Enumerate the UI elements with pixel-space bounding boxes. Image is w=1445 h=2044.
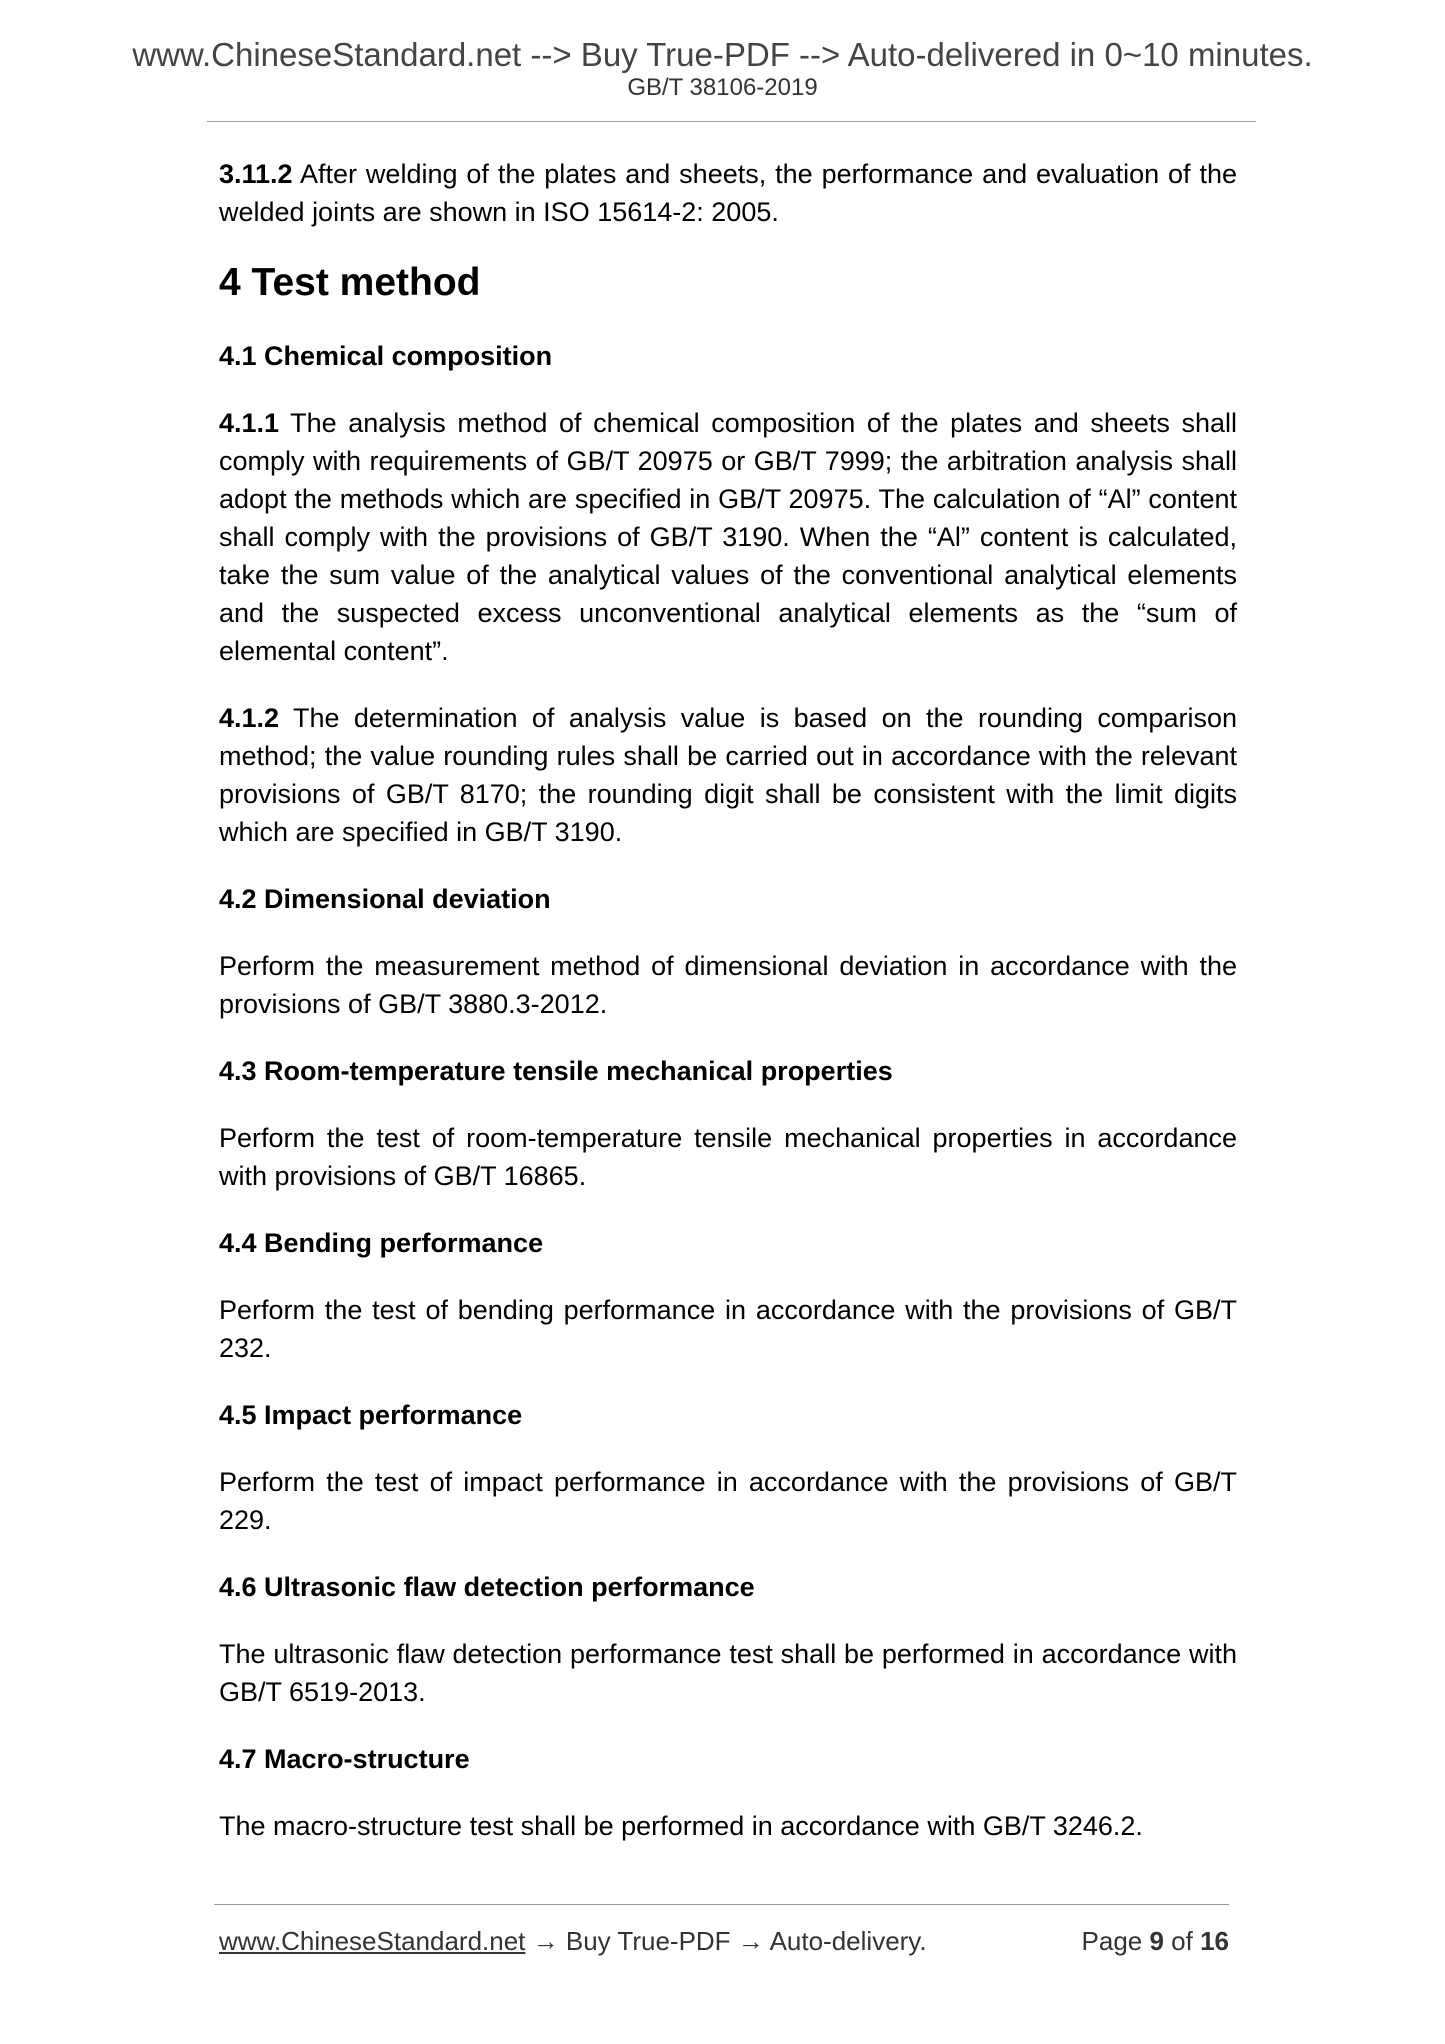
paragraph-4-7: The macro-structure test shall be performed in accordance with GB/T 3246.2.: [219, 1811, 1143, 1841]
clause-number: 4.1.2: [219, 703, 280, 733]
clause-text: The determination of analysis value is based on the rounding comparison method; the value rounding rules shall be carried out in accordance with the relevant provisions of GB/T 8170; the rounding digit shall be consistent with the limit digits which are specified in GB/T 3190.: [219, 703, 1237, 847]
paragraph-4-6: The ultrasonic flaw detection performance test shall be performed in accordance with GB/T 6519-2013.: [219, 1639, 1237, 1707]
clause-3-11-2: [219, 155, 1237, 231]
clause-text: The analysis method of chemical composition of the plates and sheets shall comply with requirements of GB/T 20975 or GB/T 7999; the arbitration analysis shall adopt the methods which are specified in GB/T 20975. The calculation of “Al” content shall comply with the provisions of GB/T 3190. When the “Al” content is calculated, take the sum value of the analytical values of the conventional analytical elements and the suspected excess unconventional analytical elements as the “sum of elemental content”.: [219, 408, 1237, 666]
page-total: 16: [1200, 1926, 1229, 1956]
page-number: [1082, 1925, 1229, 1957]
footer-delivery-text: → Buy True-PDF → Auto-delivery.: [525, 1926, 927, 1956]
clause-4-1-1: [219, 404, 1237, 670]
clause-4-1-2: [219, 699, 1237, 851]
paragraph-4-3: Perform the test of room-temperature tensile mechanical properties in accordance with provisions of GB/T 16865.: [219, 1123, 1237, 1191]
section-heading-4-5: 4.5 Impact performance: [219, 1400, 523, 1430]
page-current: 9: [1149, 1926, 1164, 1956]
section-heading-4-2: 4.2 Dimensional deviation: [219, 884, 551, 914]
section-heading-4-3: 4.3 Room-temperature tensile mechanical properties: [219, 1056, 893, 1086]
paragraph-4-5: Perform the test of impact performance in accordance with the provisions of GB/T 229.: [219, 1467, 1237, 1535]
section-heading-4-4: 4.4 Bending performance: [219, 1228, 544, 1258]
clause-text: After welding of the plates and sheets, the performance and evaluation of the welded joints are shown in ISO 15614-2: 2005.: [219, 159, 1237, 227]
chapter-heading-4: 4 Test method: [219, 261, 481, 304]
footer-site-link[interactable]: www.ChineseStandard.net: [219, 1926, 526, 1956]
section-heading-4-6: 4.6 Ultrasonic flaw detection performance: [219, 1572, 755, 1602]
section-heading-4-7: 4.7 Macro-structure: [219, 1744, 470, 1774]
page-of-label: of: [1163, 1926, 1201, 1956]
section-heading-4-1: 4.1 Chemical composition: [219, 341, 553, 371]
paragraph-4-2: Perform the measurement method of dimensional deviation in accordance with the provisions of GB/T 3880.3-2012.: [219, 951, 1237, 1019]
footer-promo: [219, 1925, 927, 1957]
page-content: [219, 155, 1237, 1874]
footer-divider: [214, 1904, 1229, 1905]
top-banner: www.ChineseStandard.net --> Buy True-PDF --> Auto-delivered in 0~10 minutes.: [132, 36, 1313, 73]
page-label: Page: [1081, 1926, 1150, 1956]
document-code: GB/T 38106-2019: [627, 74, 818, 101]
paragraph-4-4: Perform the test of bending performance in accordance with the provisions of GB/T 232.: [219, 1295, 1237, 1363]
header-divider: [207, 121, 1256, 122]
clause-number: 4.1.1: [219, 408, 280, 438]
clause-number: 3.11.2: [219, 159, 293, 189]
